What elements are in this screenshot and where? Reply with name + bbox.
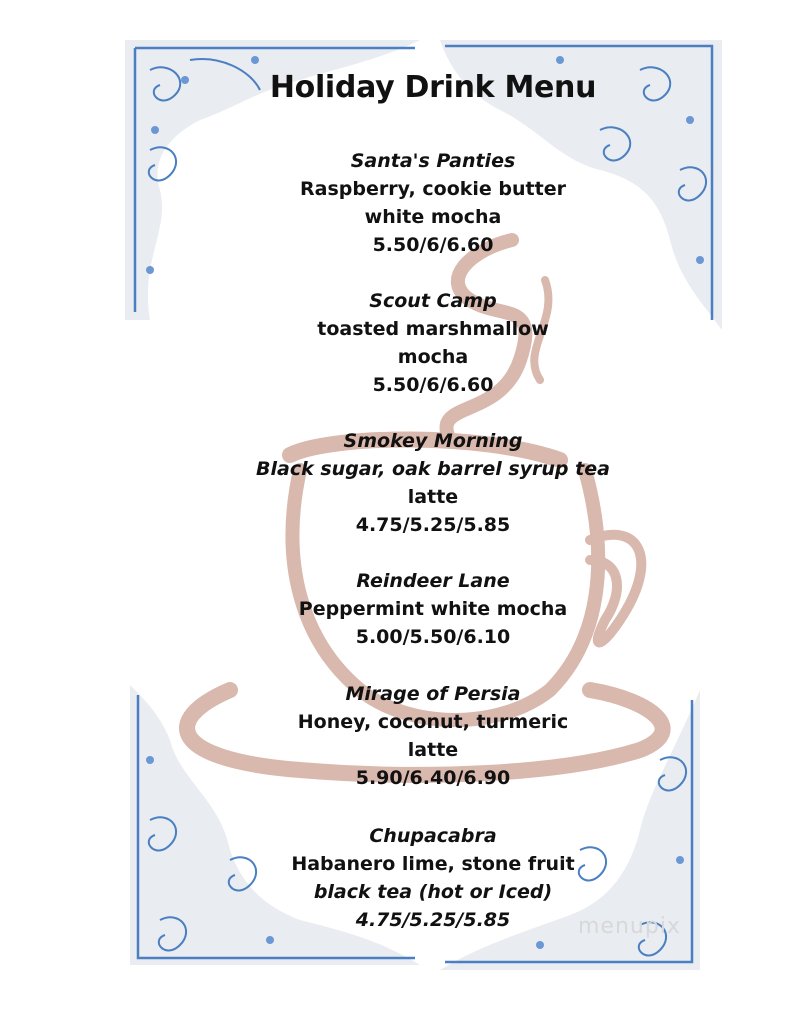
item-price: 4.75/5.25/5.85 <box>355 514 511 536</box>
item-name: Smokey Morning <box>343 430 523 452</box>
item-description: Black sugar, oak barrel syrup tea <box>256 458 610 480</box>
item-description: Peppermint white mocha <box>298 598 568 620</box>
item-price: 5.50/6/6.60 <box>372 234 494 256</box>
item-name: Mirage of Persia <box>345 683 521 705</box>
item-description: white mocha <box>364 206 502 228</box>
item-description: Honey, coconut, turmeric <box>297 711 569 733</box>
item-description: black tea (hot or Iced) <box>313 881 553 903</box>
item-name: Scout Camp <box>369 290 497 312</box>
item-description: toasted marshmallow <box>317 318 549 340</box>
item-name: Reindeer Lane <box>356 570 510 592</box>
item-name: Chupacabra <box>369 825 497 847</box>
menu-item-reindeer-lane <box>0 567 812 651</box>
menu-item-santas-panties <box>0 147 812 259</box>
menu-item-mirage-of-persia <box>0 680 812 792</box>
item-price: 4.75/5.25/5.85 <box>355 909 511 931</box>
menu-item-smokey-morning <box>0 427 812 539</box>
menu-item-chupacabra <box>0 822 812 934</box>
item-price: 5.50/6/6.60 <box>372 374 494 396</box>
item-description: Raspberry, cookie butter <box>300 178 566 200</box>
item-price: 5.00/5.50/6.10 <box>355 626 511 648</box>
item-description: latte <box>407 486 459 508</box>
item-description: latte <box>407 739 459 761</box>
watermark: menupix <box>578 914 681 939</box>
item-price: 5.90/6.40/6.90 <box>355 767 511 789</box>
menu-title: Holiday Drink Menu <box>269 70 597 105</box>
item-description: Habanero lime, stone fruit <box>291 853 575 875</box>
item-name: Santa's Panties <box>350 150 516 172</box>
item-description: mocha <box>397 346 469 368</box>
menu-item-scout-camp <box>0 287 812 399</box>
